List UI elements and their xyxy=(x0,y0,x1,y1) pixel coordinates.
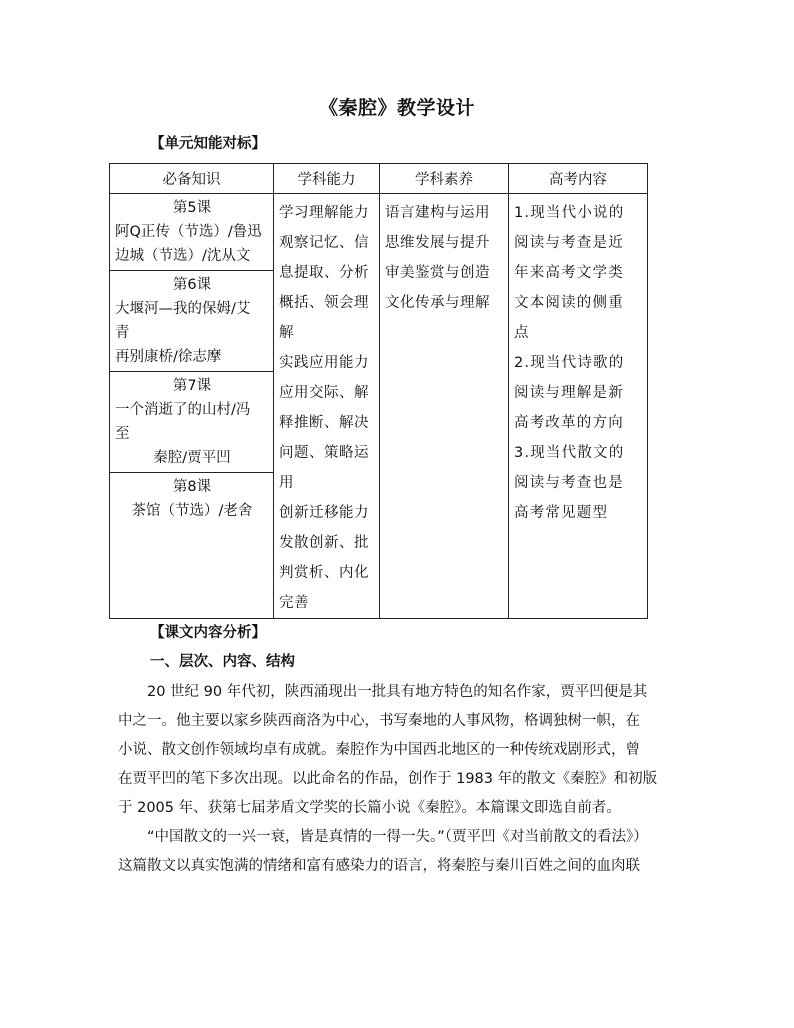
standards-table xyxy=(109,163,648,619)
exam-list xyxy=(509,194,647,528)
lesson-7 xyxy=(110,372,273,473)
header-literacy: 学科素养 xyxy=(380,164,509,194)
ability-cell xyxy=(274,194,380,619)
paragraph-intro xyxy=(118,678,678,823)
paragraph-line: “中国散文的一兴一衰，皆是真情的一得一失。”（贾平凹《对当前散文的看法》） xyxy=(147,829,648,845)
literacy-line: 文化传承与理解 xyxy=(385,295,490,311)
exam-line: 1.现当代小说的 xyxy=(514,205,625,221)
ability-line: 发散创新、批 xyxy=(279,535,369,551)
ability-line: 判赏析、内化 xyxy=(279,565,369,581)
lesson-text: 茶馆（节选）/老舍 xyxy=(131,503,253,519)
paragraph-line: 于 2005 年、获第七届茅盾文学奖的长篇小说《秦腔》。本篇课文即选自前者。 xyxy=(118,800,621,816)
ability-line: 概括、领会理 xyxy=(279,295,369,311)
ability-line: 息提取、分析 xyxy=(279,265,369,281)
paragraph-line: 中之一。他主要以家乡陕西商洛为中心，书写秦地的人事风物，格调独树一帜，在 xyxy=(118,713,640,729)
exam-cell xyxy=(509,194,648,619)
exam-line: 高考改革的方向 xyxy=(514,415,624,431)
lesson-text: 边城（节选）/沈从文 xyxy=(115,248,251,264)
lesson-number: 第5课 xyxy=(172,200,212,216)
exam-line: 3.现当代散文的 xyxy=(514,445,625,461)
ability-line: 应用交际、解 xyxy=(279,385,369,401)
knowledge-cell xyxy=(110,194,274,619)
paragraph-line: 20 世纪 90 年代初，陕西涌现出一批具有地方特色的知名作家，贾平凹便是其 xyxy=(147,684,648,700)
exam-line: 文本阅读的侧重 xyxy=(514,295,624,311)
lesson-text: 秦腔/贾平凹 xyxy=(153,450,231,466)
literacy-line: 思维发展与提升 xyxy=(385,235,490,251)
lesson-number: 第7课 xyxy=(172,378,212,394)
document-title: 《秦腔》教学设计 xyxy=(318,97,475,119)
header-exam: 高考内容 xyxy=(509,164,648,194)
exam-line: 高考常见题型 xyxy=(514,505,609,521)
exam-line: 2.现当代诗歌的 xyxy=(514,355,625,371)
paragraph-line: 小说、散文创作领域均卓有成就。秦腔作为中国西北地区的一种传统戏剧形式，曾 xyxy=(118,742,640,758)
literacy-line: 审美鉴赏与创造 xyxy=(385,265,490,281)
lesson-text: 再别康桥/徐志摩 xyxy=(115,349,222,365)
paragraph-line: 这篇散文以真实饱满的情绪和富有感染力的语言，将秦腔与秦川百姓之间的血肉联 xyxy=(118,858,640,874)
ability-line: 观察记忆、信 xyxy=(279,235,369,251)
paragraph-line: 在贾平凹的笔下多次出现。以此命名的作品，创作于 1983 年的散文《秦腔》和初版 xyxy=(118,771,658,787)
header-ability: 学科能力 xyxy=(274,164,380,194)
literacy-cell xyxy=(380,194,509,619)
lesson-text: 一个消逝了的山村/冯 xyxy=(115,402,251,418)
table-header-row xyxy=(110,164,648,194)
exam-line: 阅读与考查是近 xyxy=(514,235,624,251)
lesson-number: 第6课 xyxy=(172,277,212,293)
lesson-number: 第8课 xyxy=(172,479,212,495)
ability-line: 用 xyxy=(279,475,294,491)
ability-line: 解 xyxy=(279,325,294,341)
lesson-text: 阿Q正传（节选）/鲁迅 xyxy=(115,224,262,240)
lesson-5 xyxy=(110,194,273,271)
exam-line: 年来高考文学类 xyxy=(514,265,624,281)
section-heading-unit-standards: 【单元知能对标】 xyxy=(150,136,266,152)
lesson-8 xyxy=(110,473,273,525)
exam-line: 阅读与考查也是 xyxy=(514,475,624,491)
exam-line: 点 xyxy=(514,325,530,341)
lesson-text: 至 xyxy=(115,426,130,442)
ability-line: 释推断、解决 xyxy=(279,415,369,431)
ability-line: 问题、策略运 xyxy=(279,445,369,461)
paragraph-quote xyxy=(118,823,678,881)
ability-line: 创新迁移能力 xyxy=(279,505,369,521)
exam-line: 阅读与理解是新 xyxy=(514,385,624,401)
table-body-row xyxy=(110,194,648,619)
section-heading-text-analysis: 【课文内容分析】 xyxy=(150,625,266,641)
ability-line: 完善 xyxy=(279,595,309,611)
ability-list xyxy=(274,194,379,618)
header-knowledge: 必备知识 xyxy=(110,164,274,194)
ability-line: 学习理解能力 xyxy=(279,205,369,221)
literacy-line: 语言建构与运用 xyxy=(385,205,490,221)
subheading-structure: 一、层次、内容、结构 xyxy=(150,654,295,670)
ability-line: 实践应用能力 xyxy=(279,355,369,371)
lesson-text: 青 xyxy=(115,325,130,341)
literacy-list xyxy=(380,194,508,318)
lesson-text: 大堰河—我的保姆/艾 xyxy=(115,301,251,317)
lesson-6 xyxy=(110,271,273,372)
